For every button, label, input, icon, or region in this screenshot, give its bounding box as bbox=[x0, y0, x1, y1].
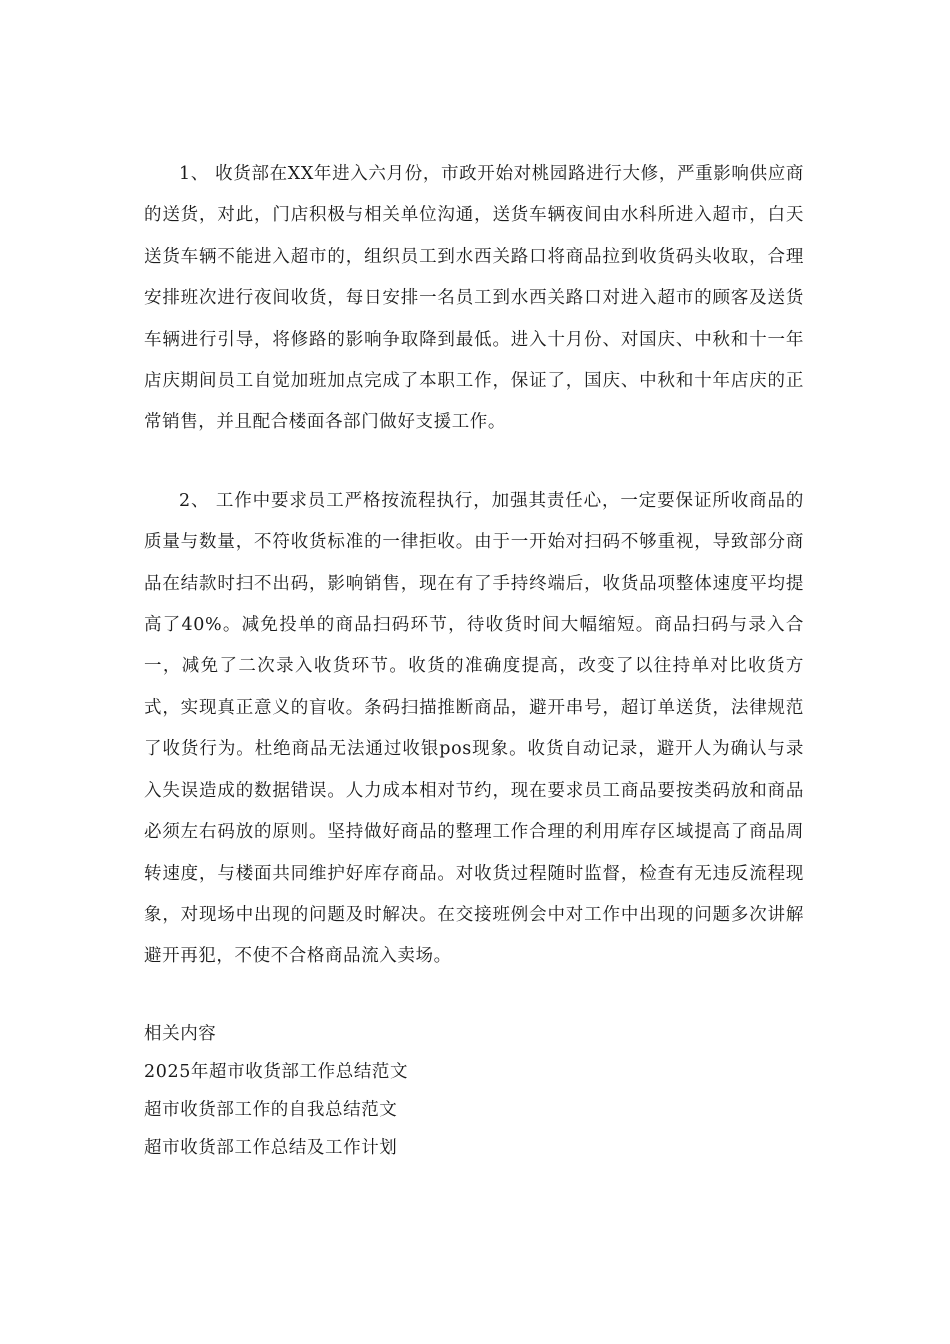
related-list-item bbox=[144, 1053, 804, 1091]
related-link-3[interactable]: 超市收货部工作总结及工作计划 bbox=[144, 1137, 398, 1158]
related-link-2[interactable]: 超市收货部工作的自我总结范文 bbox=[144, 1099, 398, 1120]
paragraph-1: 1、 收货部在XX年进入六月份，市政开始对桃园路进行大修，严重影响供应商的送货，对此，门店积极与相关单位沟通，送货车辆夜间由水科所进入超市，白天送货车辆不能进入超市的，组织员工到水西关路口将商品拉到收货码头收取，合理安排班次进行夜间收货，每日安排一名员工到水西关路口对进入超市的顾客及送货车辆进行引导，将修路的影响争取降到最低。进入十月份、对国庆、中秋和十一年店庆期间员工自觉加班加点完成了本职工作，保证了，国庆、中秋和十年店庆的正常销售，并且配合楼面各部门做好支援工作。 bbox=[144, 164, 804, 433]
related-list-item bbox=[144, 1129, 804, 1167]
related-link-1[interactable]: 2025年超市收货部工作总结范文 bbox=[144, 1061, 409, 1082]
related-content-title: 相关内容 bbox=[144, 1023, 217, 1044]
related-links-list bbox=[144, 1053, 804, 1167]
paragraph-2: 2、 工作中要求员工严格按流程执行，加强其责任心，一定要保证所收商品的质量与数量，不符收货标准的一律拒收。由于一开始对扫码不够重视，导致部分商品在结款时扫不出码，影响销售，现在有了手持终端后，收货品项整体速度平均提高了40%。减免投单的商品扫码环节，待收货时间大幅缩短。商品扫码与录入合一，减免了二次录入收货环节。收货的准确度提高，改变了以往持单对比收货方式，实现真正意义的盲收。条码扫描推断商品，避开串号，超订单送货，法律规范了收货行为。杜绝商品无法通过收银pos现象。收货自动记录，避开人为确认与录入失误造成的数据错误。人力成本相对节约，现在要求员工商品要按类码放和商品必须左右码放的原则。坚持做好商品的整理工作合理的利用库存区域提高了商品周转速度，与楼面共同维护好库存商品。对收货过程随时监督，检查有无违反流程现象，对现场中出现的问题及时解决。在交接班例会中对工作中出现的问题多次讲解避开再犯，不使不合格商品流入卖场。 bbox=[144, 490, 804, 967]
document-body bbox=[144, 154, 804, 1167]
related-content-section bbox=[144, 1015, 804, 1167]
related-list-item bbox=[144, 1091, 804, 1129]
